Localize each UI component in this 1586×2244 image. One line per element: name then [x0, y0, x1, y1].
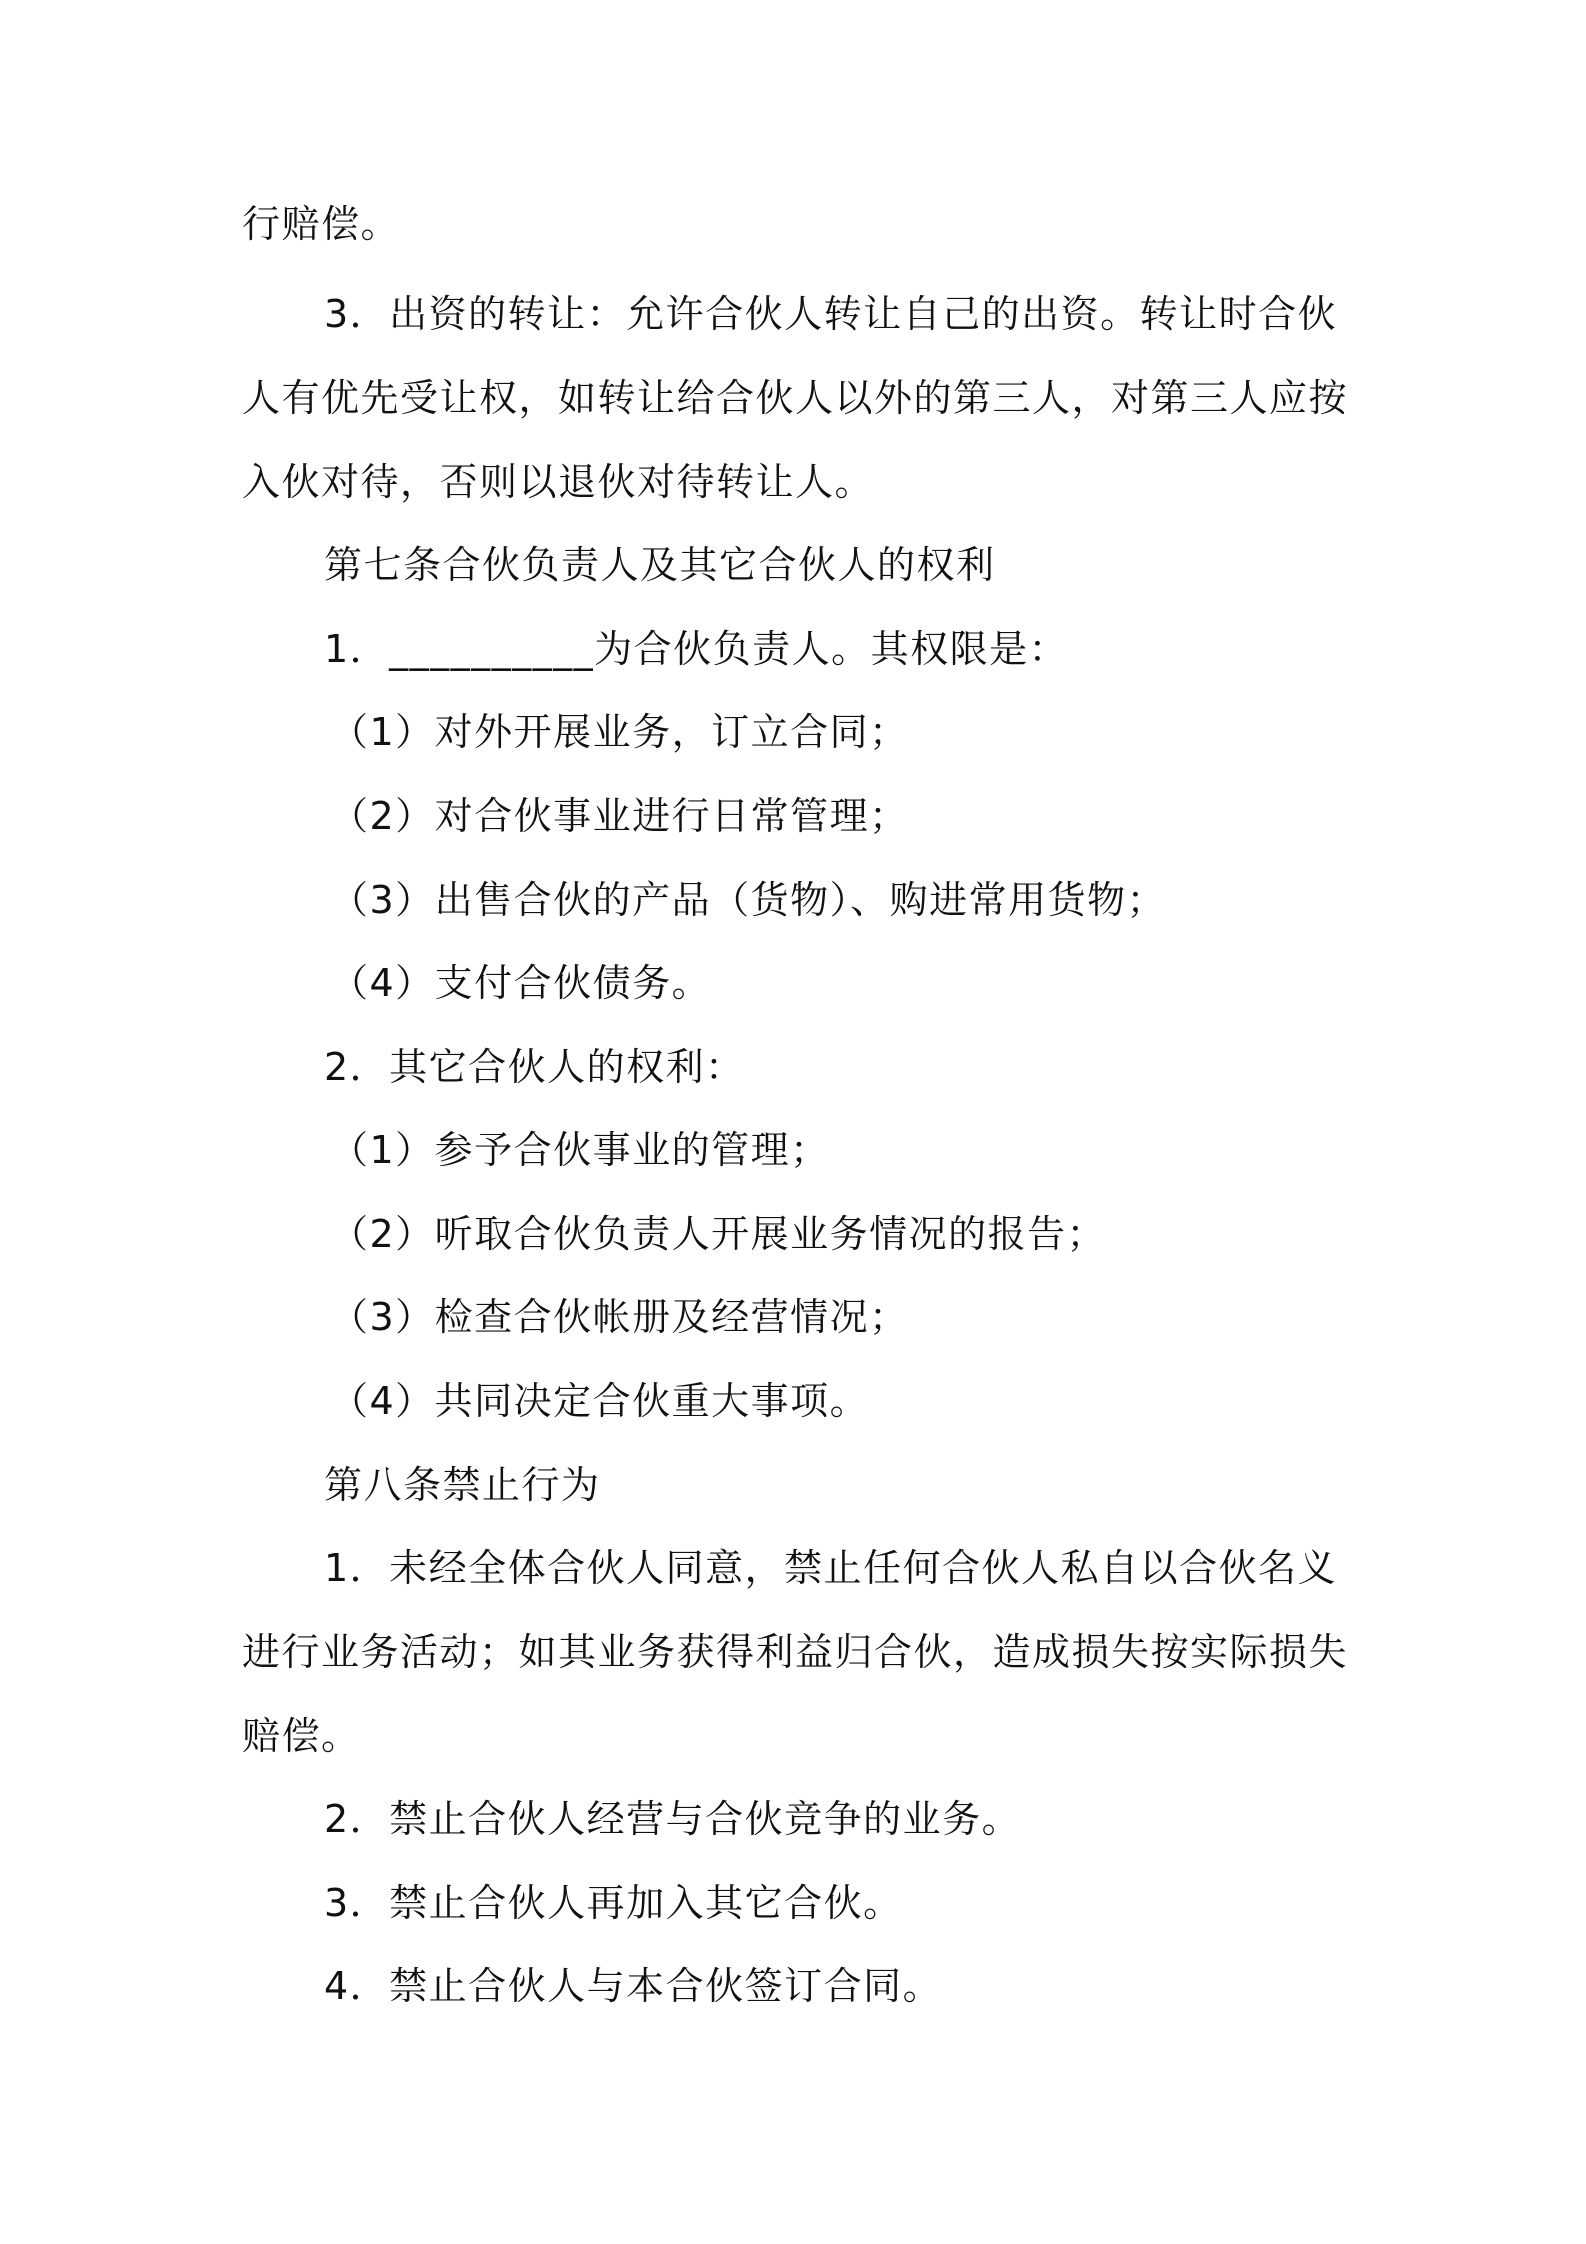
list-item: （1）对外开展业务，订立合同； — [330, 710, 909, 754]
text-line: 3．出资的转让：允许合伙人转让自己的出资。转让时合伙 — [324, 292, 1338, 336]
text-line: 入伙对待，否则以退伙对待转让人。 — [242, 460, 875, 504]
list-item: （2）听取合伙负责人开展业务情况的报告； — [330, 1212, 1107, 1256]
text-line: 2．禁止合伙人经营与合伙竞争的业务。 — [324, 1797, 1022, 1841]
section-heading: 第八条禁止行为 — [324, 1463, 601, 1507]
section-heading: 第七条合伙负责人及其它合伙人的权利 — [324, 543, 996, 587]
text-line: 进行业务活动；如其业务获得利益归合伙，造成损失按实际损失 — [242, 1630, 1349, 1674]
text-line: 人有优先受让权，如转让给合伙人以外的第三人，对第三人应按 — [242, 376, 1349, 420]
list-item: （4）支付合伙债务。 — [330, 961, 712, 1005]
text-line: 2．其它合伙人的权利： — [324, 1045, 745, 1089]
text-line: 赔偿。 — [242, 1714, 361, 1758]
list-item: （3）检查合伙帐册及经营情况； — [330, 1295, 909, 1339]
text-line: 1．__________为合伙负责人。其权限是： — [324, 627, 1069, 671]
list-item: （2）对合伙事业进行日常管理； — [330, 794, 909, 838]
text-line: 3．禁止合伙人再加入其它合伙。 — [324, 1881, 903, 1925]
text-line: 4．禁止合伙人与本合伙签订合同。 — [324, 1964, 943, 2008]
list-item: （4）共同决定合伙重大事项。 — [330, 1379, 870, 1423]
list-item: （1）参予合伙事业的管理； — [330, 1128, 830, 1172]
text-line: 行赔偿。 — [242, 202, 401, 246]
text-line: 1．未经全体合伙人同意，禁止任何合伙人私自以合伙名义 — [324, 1546, 1338, 1590]
list-item: （3）出售合伙的产品（货物）、购进常用货物； — [330, 878, 1167, 922]
